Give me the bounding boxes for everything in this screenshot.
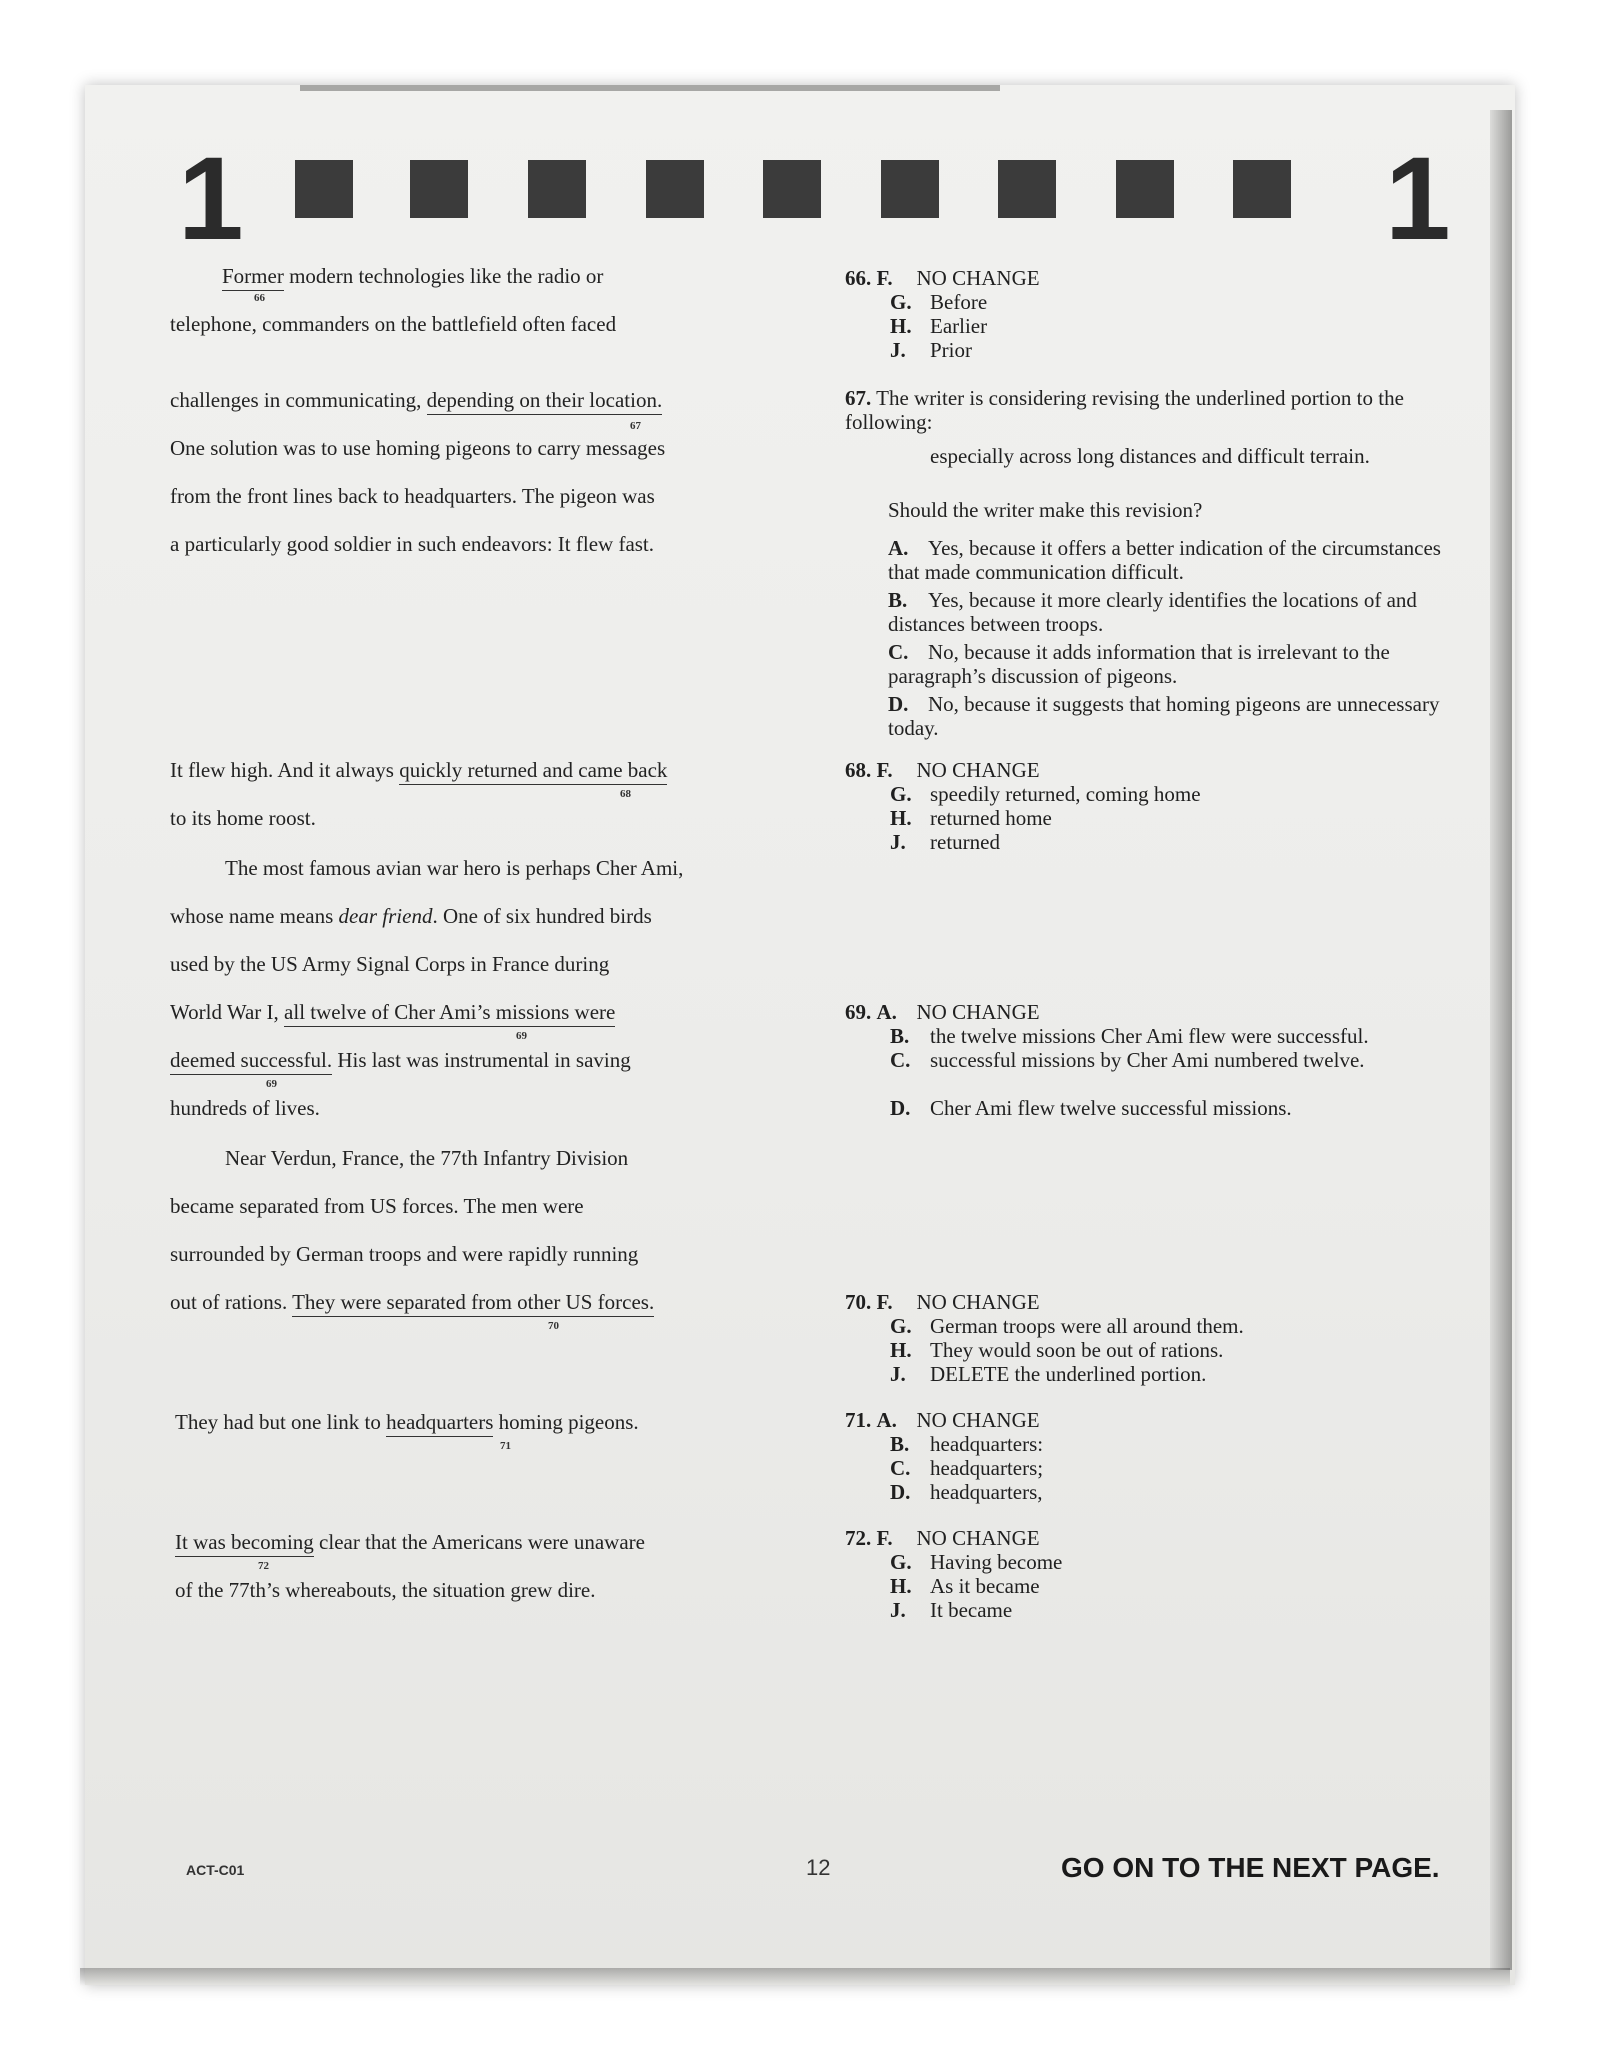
passage-line: a particularly good soldier in such endeavors: It flew fast. — [170, 532, 655, 556]
underlined-portion-71[interactable]: headquarters — [386, 1410, 493, 1437]
right-edge-shadow — [1490, 110, 1512, 1970]
marker-70: 70 — [548, 1320, 559, 1332]
marker-67: 67 — [630, 420, 641, 432]
header-square — [998, 160, 1056, 218]
passage-line: surrounded by German troops and were rapidly running — [170, 1242, 639, 1266]
section-number-right: 1 — [1385, 133, 1451, 265]
marker-69: 69 — [516, 1030, 527, 1042]
marker-66: 66 — [254, 292, 265, 304]
header-square — [410, 160, 468, 218]
question-70-option-j[interactable]: J. DELETE the underlined portion. — [890, 1362, 1207, 1386]
question-67-stem: 67. The writer is considering revising the underlined portion to the following: — [845, 386, 1404, 434]
header-square — [763, 160, 821, 218]
passage-line: Former modern technologies like the radio or — [222, 264, 603, 288]
question-67-option-d[interactable]: D. No, because it suggests that homing pigeons are unnecessary today. — [888, 692, 1440, 740]
question-66-option-g[interactable]: G. Before — [890, 290, 988, 314]
underlined-portion-67[interactable]: depending on their location. — [427, 388, 663, 415]
passage-line: One solution was to use homing pigeons to carry messages — [170, 436, 666, 460]
question-71-option-d[interactable]: D. headquarters, — [890, 1480, 1043, 1504]
passage-line: Near Verdun, France, the 77th Infantry Division — [225, 1146, 629, 1170]
underlined-portion-69-continued[interactable]: deemed successful. — [170, 1048, 332, 1075]
underlined-portion-68[interactable]: quickly returned and came back — [399, 758, 667, 785]
question-69-option-b[interactable]: B. the twelve missions Cher Ami flew were successful. — [890, 1024, 1369, 1048]
question-71-option-b[interactable]: B. headquarters: — [890, 1432, 1044, 1456]
underlined-portion-70[interactable]: They were separated from other US forces. — [292, 1290, 654, 1317]
question-number: 72. — [845, 1526, 872, 1550]
passage-line: became separated from US forces. The men were — [170, 1194, 584, 1218]
passage-line: World War I, all twelve of Cher Ami’s missions were — [170, 1000, 615, 1024]
question-72-option-j[interactable]: J. It became — [890, 1598, 1013, 1622]
question-67-option-b[interactable]: B. Yes, because it more clearly identifies the locations of and distances between troops. — [888, 588, 1417, 636]
passage-line: It was becoming clear that the Americans were unaware — [175, 1530, 645, 1554]
question-68-option-g[interactable]: G. speedily returned, coming home — [890, 782, 1201, 806]
bottom-edge-shadow — [80, 1968, 1510, 1986]
question-number: 69. — [845, 1000, 872, 1024]
question-72-option-f[interactable]: 72. F. NO CHANGE — [845, 1526, 1040, 1550]
question-72-option-h[interactable]: H. As it became — [890, 1574, 1040, 1598]
passage-line: out of rations. They were separated from other US forces. — [170, 1290, 654, 1314]
question-66-option-h[interactable]: H. Earlier — [890, 314, 988, 338]
question-71-option-c[interactable]: C. headquarters; — [890, 1456, 1044, 1480]
marker-71: 71 — [500, 1440, 511, 1452]
marker-69: 69 — [266, 1078, 277, 1090]
passage-line: used by the US Army Signal Corps in France during — [170, 952, 610, 976]
header-square — [646, 160, 704, 218]
underlined-portion-66[interactable]: Former — [222, 264, 284, 291]
question-67-ask: Should the writer make this revision? — [888, 498, 1203, 522]
question-71-option-a[interactable]: 71. A. NO CHANGE — [845, 1408, 1040, 1432]
header-square — [295, 160, 353, 218]
question-number: 68. — [845, 758, 872, 782]
header-square — [528, 160, 586, 218]
question-69-option-c[interactable]: C. successful missions by Cher Ami numbered twelve. — [890, 1048, 1365, 1072]
marker-68: 68 — [620, 788, 631, 800]
passage-line: of the 77th’s whereabouts, the situation grew dire. — [175, 1578, 596, 1602]
question-70-option-g[interactable]: G. German troops were all around them. — [890, 1314, 1244, 1338]
question-69-option-d[interactable]: D. Cher Ami flew twelve successful missions. — [890, 1096, 1292, 1120]
header-square — [1233, 160, 1291, 218]
question-number: 71. — [845, 1408, 872, 1432]
question-67-option-c[interactable]: C. No, because it adds information that is irrelevant to the paragraph’s discussion of pigeons. — [888, 640, 1390, 688]
question-number: 70. — [845, 1290, 872, 1314]
question-67-option-a[interactable]: A. Yes, because it offers a better indication of the circumstances that made communication difficult. — [888, 536, 1441, 584]
test-code: ACT-C01 — [186, 1862, 245, 1878]
passage-line: They had but one link to headquarters homing pigeons. — [175, 1410, 639, 1434]
header-square — [881, 160, 939, 218]
passage-line: hundreds of lives. — [170, 1096, 320, 1120]
section-number-left: 1 — [178, 133, 244, 265]
page-number: 12 — [806, 1855, 831, 1880]
underlined-portion-69[interactable]: all twelve of Cher Ami’s missions were — [284, 1000, 615, 1027]
question-70-option-f[interactable]: 70. F. NO CHANGE — [845, 1290, 1040, 1314]
marker-72: 72 — [258, 1560, 269, 1572]
question-68-option-f[interactable]: 68. F. NO CHANGE — [845, 758, 1040, 782]
go-on-instruction: GO ON TO THE NEXT PAGE. — [1061, 1852, 1440, 1883]
question-66-option-f[interactable]: 66. F. NO CHANGE — [845, 266, 1040, 290]
question-69-option-a[interactable]: 69. A. NO CHANGE — [845, 1000, 1040, 1024]
header-square — [1116, 160, 1174, 218]
passage-line: whose name means dear friend. One of six hundred birds — [170, 904, 652, 928]
question-70-option-h[interactable]: H. They would soon be out of rations. — [890, 1338, 1224, 1362]
passage-line: The most famous avian war hero is perhaps Cher Ami, — [225, 856, 684, 880]
underlined-portion-72[interactable]: It was becoming — [175, 1530, 314, 1557]
passage-line: to its home roost. — [170, 806, 316, 830]
question-72-option-g[interactable]: G. Having become — [890, 1550, 1063, 1574]
question-68-option-h[interactable]: H. returned home — [890, 806, 1052, 830]
question-66-option-j[interactable]: J. Prior — [890, 338, 972, 362]
passage-line: telephone, commanders on the battlefield often faced — [170, 312, 617, 336]
question-67-quote: especially across long distances and difficult terrain. — [930, 444, 1370, 468]
passage-line: It flew high. And it always quickly returned and came back — [170, 758, 667, 782]
question-68-option-j[interactable]: J. returned — [890, 830, 1000, 854]
passage-line: deemed successful. His last was instrumental in saving — [170, 1048, 631, 1072]
passage-line: from the front lines back to headquarters. The pigeon was — [170, 484, 655, 508]
top-edge-shadow — [300, 85, 1000, 91]
question-number: 66. — [845, 266, 872, 290]
passage-line: challenges in communicating, depending on their location. — [170, 388, 662, 412]
